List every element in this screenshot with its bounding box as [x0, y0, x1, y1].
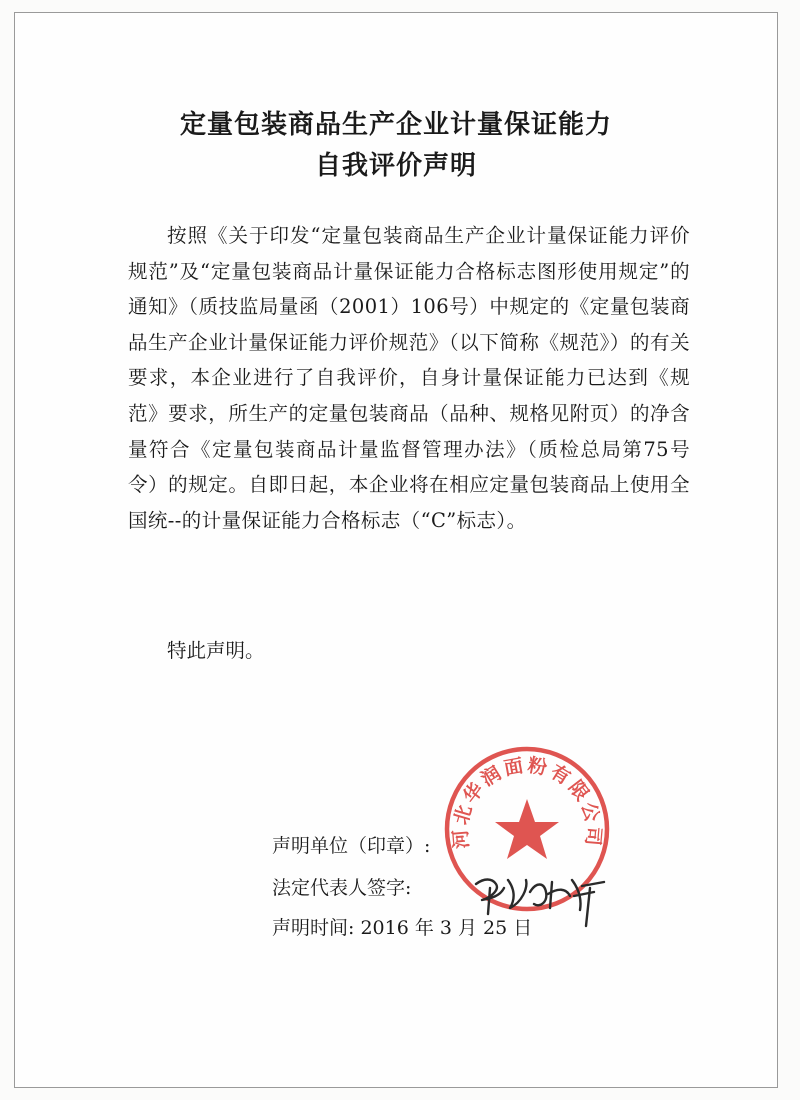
declaration-body: 按照《关于印发“定量包装商品生产企业计量保证能力评价规范”及“定量包装商品计量保证能力合格标志图形使用规定”的通知》（质技监局量函（2001）106号）中规定的《定量包装商品生产企业计量保证能力评价规范》（以下简称《规范》）的有关要求，本企业进行了自我评价，自身计量保证能力已达到《规范》要求，所生产的定量包装商品（品种、规格见附页）的净含量符合《定量包装商品计量监督管理办法》（质检总局第75号令）的规定。自即日起，本企业将在相应定量包装商品上使用全国统--的计量保证能力合格标志（“C”标志）。: [128, 224, 690, 532]
svg-text:河北华润面粉有限公司: 河北华润面粉有限公司: [449, 754, 605, 850]
handwritten-signature-icon: [470, 858, 610, 928]
declaration-date: 声明时间: 2016 年 3 月 25 日: [272, 917, 533, 939]
legal-representative-label: 法定代表人签字:: [272, 877, 412, 899]
document-title-line-1: 定量包装商品生产企业计量保证能力: [179, 110, 612, 140]
closing-statement: 特此声明。: [167, 639, 265, 662]
document-title-line-2: 自我评价声明: [314, 151, 477, 181]
declaring-unit-label: 声明单位（印章）:: [272, 835, 431, 857]
